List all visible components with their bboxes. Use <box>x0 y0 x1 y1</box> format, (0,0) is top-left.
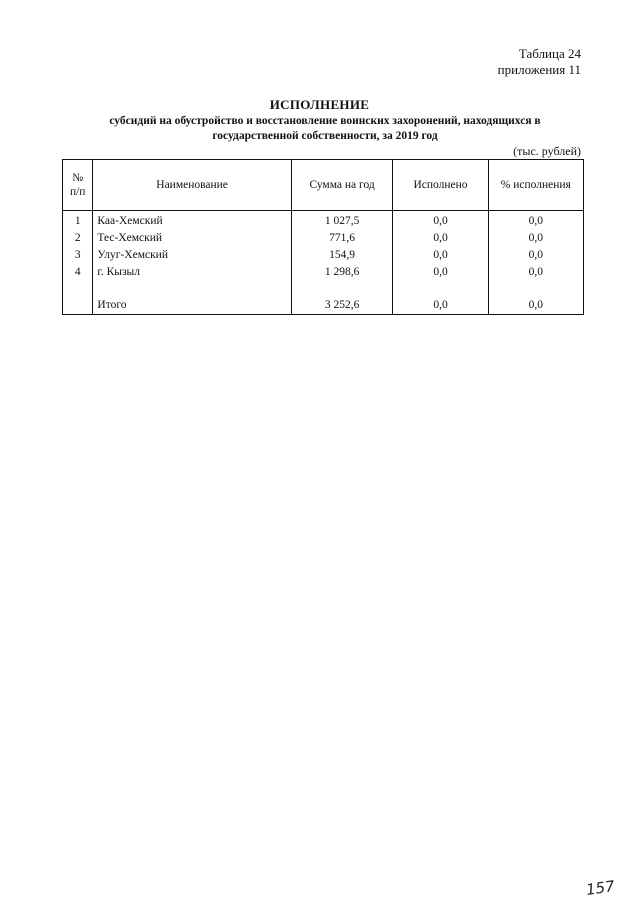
column-header-name: Наименование <box>93 160 291 211</box>
row-percent: 0,0 <box>488 264 583 281</box>
row-number: 1 <box>63 211 93 231</box>
row-sum: 1 298,6 <box>291 264 393 281</box>
row-done: 0,0 <box>393 211 488 231</box>
spacer-cell <box>488 281 583 297</box>
table-header-row <box>63 160 584 211</box>
table-row <box>63 230 584 247</box>
table-reference <box>498 46 581 78</box>
table-spacer-row <box>63 281 584 297</box>
row-sum: 771,6 <box>291 230 393 247</box>
appendix-number: приложения 11 <box>497 62 581 77</box>
total-number <box>63 297 93 315</box>
total-label: Итого <box>93 297 291 315</box>
table-total-row <box>63 297 584 315</box>
total-sum: 3 252,6 <box>291 297 393 315</box>
spacer-cell <box>63 281 93 297</box>
spacer-cell <box>93 281 291 297</box>
row-done: 0,0 <box>393 247 488 264</box>
spacer-cell <box>393 281 488 297</box>
row-name: Каа-Хемский <box>93 211 291 231</box>
row-number: 4 <box>63 264 93 281</box>
handwritten-page-number: 157 <box>585 877 617 899</box>
total-done: 0,0 <box>393 297 488 315</box>
row-sum: 1 027,5 <box>291 211 393 231</box>
execution-table <box>62 159 584 315</box>
row-sum: 154,9 <box>291 247 393 264</box>
column-header-percent: % исполнения <box>488 160 583 211</box>
row-name: Улуг-Хемский <box>93 247 291 264</box>
row-name: Тес-Хемский <box>93 230 291 247</box>
table-row <box>63 211 584 231</box>
row-number: 3 <box>63 247 93 264</box>
row-name: г. Кызыл <box>93 264 291 281</box>
document-title: ИСПОЛНЕНИЕ <box>269 97 370 112</box>
table-row <box>63 264 584 281</box>
spacer-cell <box>291 281 393 297</box>
column-header-done: Исполнено <box>393 160 488 211</box>
row-percent: 0,0 <box>488 230 583 247</box>
table-row <box>63 247 584 264</box>
row-number: 2 <box>63 230 93 247</box>
row-percent: 0,0 <box>488 211 583 231</box>
row-done: 0,0 <box>393 264 488 281</box>
table-number: Таблица 24 <box>518 46 581 61</box>
row-done: 0,0 <box>393 230 488 247</box>
row-percent: 0,0 <box>488 247 583 264</box>
column-header-number: № п/п <box>63 160 93 211</box>
column-header-sum: Сумма на год <box>291 160 393 211</box>
units-label: (тыс. рублей) <box>513 144 581 158</box>
document-subtitle: субсидий на обустройство и восстановление воинских захоронений, находящихся в государственной собственности, за 2019 год <box>109 115 541 142</box>
total-percent: 0,0 <box>488 297 583 315</box>
